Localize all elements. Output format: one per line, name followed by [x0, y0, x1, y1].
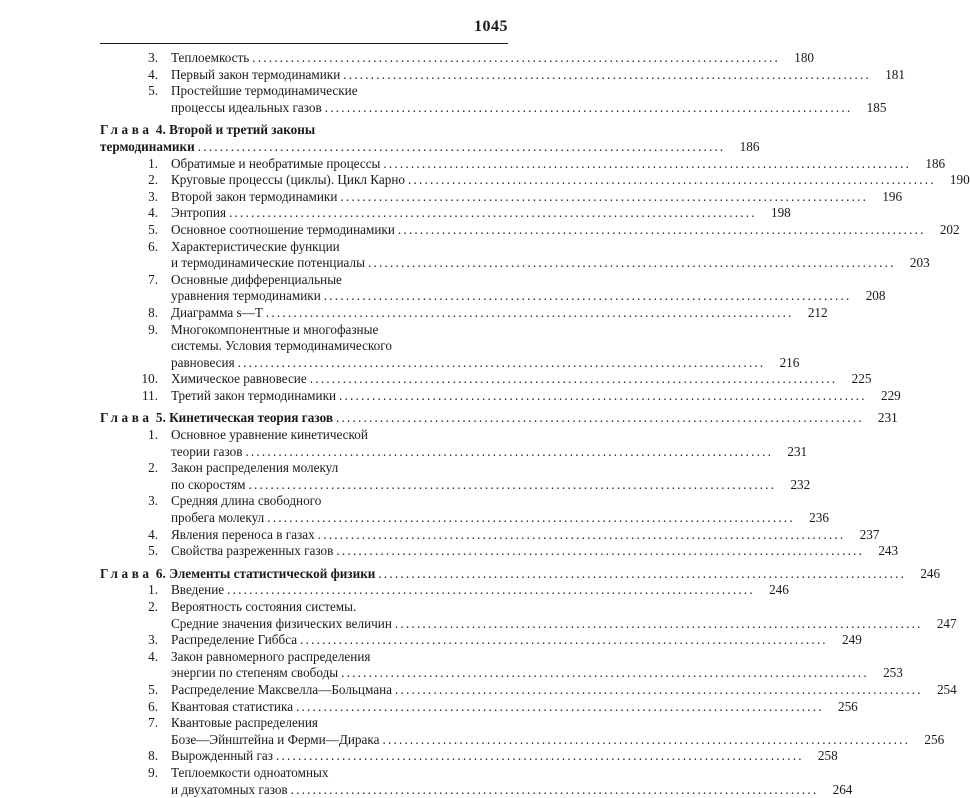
entry-title: Основное соотношение термодинамики — [171, 221, 395, 237]
dot-leader: ................................................................................................ — [383, 155, 912, 171]
entry-number: 7. — [148, 715, 158, 731]
entry-line — [171, 649, 508, 666]
dot-leader: ................................................................................................ — [336, 543, 865, 559]
entry-number: 8. — [148, 304, 158, 320]
entry-title: Квантовые распределения — [171, 715, 318, 731]
entry-number: 7. — [148, 271, 158, 287]
entry-title: энергии по степеням свободы — [171, 665, 339, 681]
dot-leader: ................................................................................................ — [323, 288, 852, 304]
entry-body — [171, 83, 887, 116]
entry-line — [171, 272, 508, 289]
entry-body — [171, 50, 814, 67]
entry-body — [171, 66, 905, 84]
page-ref: 180 — [794, 50, 814, 65]
entry-number: 5. — [148, 543, 158, 559]
entry-body — [171, 493, 829, 526]
page-ref: 216 — [779, 354, 800, 370]
entry-last-line — [100, 410, 898, 427]
page-ref: 247 — [936, 615, 957, 631]
entry-body — [171, 321, 800, 372]
entry-body — [171, 764, 853, 798]
page-ref: 225 — [851, 371, 872, 387]
entry-last-line — [171, 632, 862, 649]
entry-line — [171, 765, 508, 782]
toc-entry — [100, 221, 960, 239]
entry-body — [171, 172, 970, 189]
entry-number: 6. — [148, 238, 158, 254]
entry-body — [171, 681, 957, 699]
entry-title: Средние значения физических величин — [171, 615, 392, 631]
toc-entry — [100, 238, 930, 272]
entry-last-line — [100, 565, 941, 583]
entry-last-line — [171, 443, 808, 461]
page-ref: 264 — [832, 781, 853, 797]
toc-entry — [100, 304, 828, 322]
entry-last-line — [171, 188, 903, 206]
entry-body — [171, 632, 862, 649]
entry-number: 10. — [141, 371, 158, 387]
toc-entry — [100, 715, 945, 748]
toc-entry — [100, 582, 789, 599]
chapter-heading — [100, 410, 898, 427]
entry-body — [171, 582, 789, 599]
dot-leader: ................................................................................................ — [229, 205, 757, 221]
entry-title: Основные дифференциальные — [171, 271, 342, 287]
dot-leader: ................................................................................................ — [276, 748, 804, 764]
entry-number: 2. — [148, 599, 158, 614]
entry-number: 9. — [148, 321, 158, 337]
entry-title: Обратимые и необратимые процессы — [171, 155, 381, 171]
toc-entry — [100, 599, 957, 632]
entry-body — [171, 238, 930, 272]
toc-entry — [100, 188, 903, 206]
entry-line — [171, 715, 508, 732]
dot-leader: ................................................................................................ — [227, 582, 755, 598]
dot-leader: ................................................................................................ — [378, 565, 907, 581]
dot-leader: ................................................................................................ — [317, 526, 846, 542]
page-ref: 203 — [909, 255, 930, 271]
page-ref: 254 — [936, 681, 957, 697]
page-ref: 246 — [920, 565, 941, 581]
entry-body — [171, 304, 828, 322]
entry-title: Явления переноса в газах — [171, 526, 315, 542]
toc-entry — [100, 155, 946, 173]
toc-entry — [100, 66, 905, 84]
entry-body — [171, 460, 811, 493]
toc-entry — [100, 698, 858, 716]
page-ref: 186 — [925, 155, 946, 171]
entry-last-line — [171, 221, 960, 239]
entry-last-line — [171, 304, 828, 322]
toc-entry — [100, 50, 814, 67]
page-ref: 212 — [807, 304, 828, 320]
page-ref: 202 — [939, 221, 960, 237]
entry-body — [171, 371, 872, 388]
page-ref: 231 — [877, 410, 898, 426]
entry-number: 4. — [148, 205, 158, 221]
entry-title: системы. Условия термодинамического — [171, 338, 392, 354]
entry-number: 1. — [148, 155, 158, 171]
entry-number: 6. — [148, 698, 158, 714]
entry-number: 4. — [148, 648, 158, 664]
entry-last-line — [171, 731, 945, 749]
entry-line — [171, 239, 508, 256]
entry-body — [171, 748, 838, 765]
entry-title: Закон равномерного распределения — [171, 648, 371, 664]
page-ref: 237 — [859, 526, 880, 542]
entry-number: 2. — [148, 460, 158, 476]
entry-title: Характеристические функции — [171, 238, 340, 254]
entry-title: Свойства разреженных газов — [171, 543, 334, 559]
dot-leader: ................................................................................................ — [300, 632, 828, 648]
entry-title: Многокомпонентные и многофазные — [171, 321, 379, 337]
entry-last-line — [171, 387, 901, 405]
dot-leader: ................................................................................................ — [296, 698, 824, 714]
chapter-label: Глава — [100, 410, 153, 426]
page-ref: 253 — [883, 665, 903, 681]
entry-title: 5. Кинетическая теория газов — [155, 410, 333, 426]
entry-last-line — [171, 665, 903, 682]
page-ref: 208 — [865, 288, 886, 304]
page-ref: 198 — [770, 205, 791, 221]
toc-entry — [100, 371, 872, 388]
entry-title: Теплоемкости одноатомных — [171, 764, 329, 780]
entry-last-line — [171, 354, 800, 372]
entry-title: Распределение Гиббса — [171, 632, 298, 648]
entry-last-line — [171, 510, 829, 527]
dot-leader: ................................................................................................ — [339, 387, 867, 403]
page-ref: 190 — [949, 172, 970, 188]
entry-title: Бозе—Эйнштейна и Ферми—Дирака — [171, 731, 380, 747]
entry-title: процессы идеальных газов — [171, 99, 322, 115]
entry-number: 3. — [148, 50, 158, 65]
chapter-label: Глава — [100, 122, 153, 138]
entry-last-line — [171, 698, 858, 716]
entry-last-line — [171, 99, 887, 117]
page-ref: 243 — [878, 543, 899, 559]
entry-last-line — [171, 781, 853, 798]
entry-line — [171, 338, 508, 355]
toc-entry — [100, 648, 903, 682]
entry-title: и термодинамические потенциалы — [171, 255, 365, 271]
entry-title: пробега молекул — [171, 510, 265, 526]
page-ref: 185 — [866, 99, 887, 115]
entry-body — [171, 155, 946, 173]
entry-title: Вырожденный газ — [171, 748, 273, 764]
table-of-contents — [100, 50, 970, 798]
dot-leader: ................................................................................................ — [394, 615, 923, 631]
dot-leader: ................................................................................................ — [340, 188, 869, 204]
entry-title: Вероятность состояния системы. — [171, 599, 357, 614]
page-ref: 231 — [787, 443, 808, 459]
page-ref: 256 — [924, 731, 945, 747]
dot-leader: ................................................................................................ — [341, 665, 869, 681]
entry-line — [100, 122, 508, 139]
entry-body — [171, 205, 791, 222]
page-ref: 246 — [769, 582, 789, 598]
page-ref: 186 — [739, 138, 760, 154]
entry-title: Химическое равновесие — [171, 371, 307, 387]
toc-entry — [100, 493, 829, 526]
entry-number: 1. — [148, 427, 158, 443]
entry-title: Простейшие термодинамические — [171, 83, 358, 99]
dot-leader: ................................................................................................ — [267, 510, 795, 526]
entry-number: 5. — [148, 221, 158, 237]
entry-title: равновесия — [171, 354, 235, 370]
entry-number: 4. — [148, 66, 158, 82]
dot-leader: ................................................................................................ — [248, 476, 777, 492]
dot-leader: ................................................................................................ — [245, 443, 774, 459]
entry-title: уравнения термодинамики — [171, 288, 321, 304]
entry-body — [171, 599, 957, 632]
dot-leader: ................................................................................................ — [197, 138, 726, 154]
entry-last-line — [171, 155, 946, 173]
entry-body — [171, 221, 960, 239]
toc-entry — [100, 748, 838, 765]
entry-title: Введение — [171, 582, 225, 598]
toc-entry — [100, 387, 901, 405]
page-ref: 181 — [885, 66, 905, 82]
entry-title: Квантовая статистика — [171, 698, 294, 714]
toc-entry — [100, 172, 970, 189]
entry-body — [171, 271, 886, 305]
entry-last-line — [171, 50, 814, 67]
entry-title: Первый закон термодинамики — [171, 66, 341, 82]
chapter-heading — [100, 122, 760, 155]
dot-leader: ................................................................................................ — [408, 172, 936, 188]
header-rule — [100, 43, 508, 44]
entry-number: 3. — [148, 632, 158, 648]
toc-entry — [100, 271, 886, 305]
entry-number: 11. — [142, 387, 158, 403]
dot-leader: ................................................................................................ — [343, 66, 871, 82]
entry-number: 8. — [148, 748, 158, 764]
page-ref: 232 — [790, 476, 811, 492]
entry-body — [171, 188, 903, 206]
entry-line — [171, 83, 508, 100]
entry-last-line — [171, 66, 905, 84]
entry-body — [171, 387, 901, 405]
entry-last-line — [171, 205, 791, 222]
entry-body — [171, 648, 903, 682]
entry-number: 3. — [148, 188, 158, 204]
toc-entry — [100, 427, 808, 460]
entry-line — [171, 493, 508, 510]
toc-entry — [100, 460, 811, 493]
entry-title: Закон распределения молекул — [171, 460, 339, 476]
entry-body — [171, 698, 858, 716]
entry-last-line — [171, 582, 789, 599]
entry-title: Основное уравнение кинетической — [171, 427, 368, 443]
page-ref: 196 — [882, 188, 903, 204]
toc-entry — [100, 321, 800, 372]
entry-body — [100, 565, 941, 583]
entry-title: Диаграмма s—T — [171, 304, 263, 320]
dot-leader: ................................................................................................ — [309, 371, 838, 387]
dot-leader: ................................................................................................ — [395, 681, 923, 697]
entry-last-line — [171, 255, 930, 272]
entry-number: 3. — [148, 493, 158, 509]
page-number: 1045 — [474, 18, 508, 35]
entry-last-line — [171, 748, 838, 765]
chapter-label: Глава — [100, 565, 153, 581]
entry-line — [171, 427, 508, 444]
page-ref: 236 — [809, 510, 829, 526]
entry-line — [171, 460, 508, 477]
toc-entry — [100, 543, 899, 560]
entry-last-line — [171, 526, 880, 544]
page-ref: 258 — [817, 748, 838, 764]
dot-leader: ................................................................................................ — [290, 781, 819, 797]
entry-last-line — [171, 543, 899, 560]
entry-line — [171, 322, 508, 339]
entry-number: 4. — [148, 526, 158, 542]
entry-title: термодинамики — [100, 138, 195, 154]
chapter-heading — [100, 565, 941, 583]
dot-leader: ................................................................................................ — [336, 410, 864, 426]
toc-entry — [100, 681, 957, 699]
entry-title: Средняя длина свободного — [171, 493, 322, 509]
entry-title: Круговые процессы (циклы). Цикл Карно — [171, 172, 405, 188]
dot-leader: ................................................................................................ — [237, 354, 766, 370]
entry-last-line — [171, 288, 886, 305]
page-ref: 256 — [837, 698, 858, 714]
entry-number: 5. — [148, 681, 158, 697]
page-ref: 229 — [880, 387, 901, 403]
toc-entry — [100, 205, 791, 222]
entry-title: Второй закон термодинамики — [171, 188, 338, 204]
entry-last-line — [171, 476, 811, 494]
entry-body — [171, 715, 945, 748]
toc-entry — [100, 83, 887, 116]
dot-leader: ................................................................................................ — [367, 255, 896, 271]
entry-title: 4. Второй и третий законы — [155, 122, 316, 138]
entry-last-line — [100, 138, 760, 156]
entry-number: 1. — [148, 582, 158, 598]
entry-last-line — [171, 371, 872, 388]
entry-title: Теплоемкость — [171, 50, 250, 65]
entry-line — [171, 599, 508, 616]
entry-body — [171, 543, 899, 560]
entry-body — [171, 526, 880, 544]
entry-title: Третий закон термодинамики — [171, 387, 337, 403]
entry-body — [100, 410, 898, 427]
entry-title: 6. Элементы статистической физики — [155, 565, 376, 581]
entry-title: теории газов — [171, 443, 243, 459]
dot-leader: ................................................................................................ — [397, 221, 926, 237]
toc-entry — [100, 632, 862, 649]
toc-entry — [100, 764, 853, 798]
entry-title: Распределение Максвелла—Больцмана — [171, 681, 393, 697]
dot-leader: ................................................................................................ — [265, 304, 794, 320]
dot-leader: ................................................................................................ — [382, 731, 911, 747]
entry-number: 5. — [148, 83, 158, 99]
toc-entry — [100, 526, 880, 544]
dot-leader: ................................................................................................ — [324, 99, 853, 115]
entry-title: Энтропия — [171, 205, 227, 221]
entry-last-line — [171, 615, 957, 633]
entry-body — [171, 427, 808, 460]
entry-number: 9. — [148, 764, 158, 780]
entry-last-line — [171, 172, 970, 189]
entry-body — [100, 122, 760, 155]
entry-title: и двухатомных газов — [171, 781, 288, 797]
dot-leader: ................................................................................................ — [252, 50, 780, 65]
entry-last-line — [171, 681, 957, 699]
entry-title: по скоростям — [171, 476, 246, 492]
page-ref: 249 — [842, 632, 862, 648]
entry-number: 2. — [148, 172, 158, 188]
